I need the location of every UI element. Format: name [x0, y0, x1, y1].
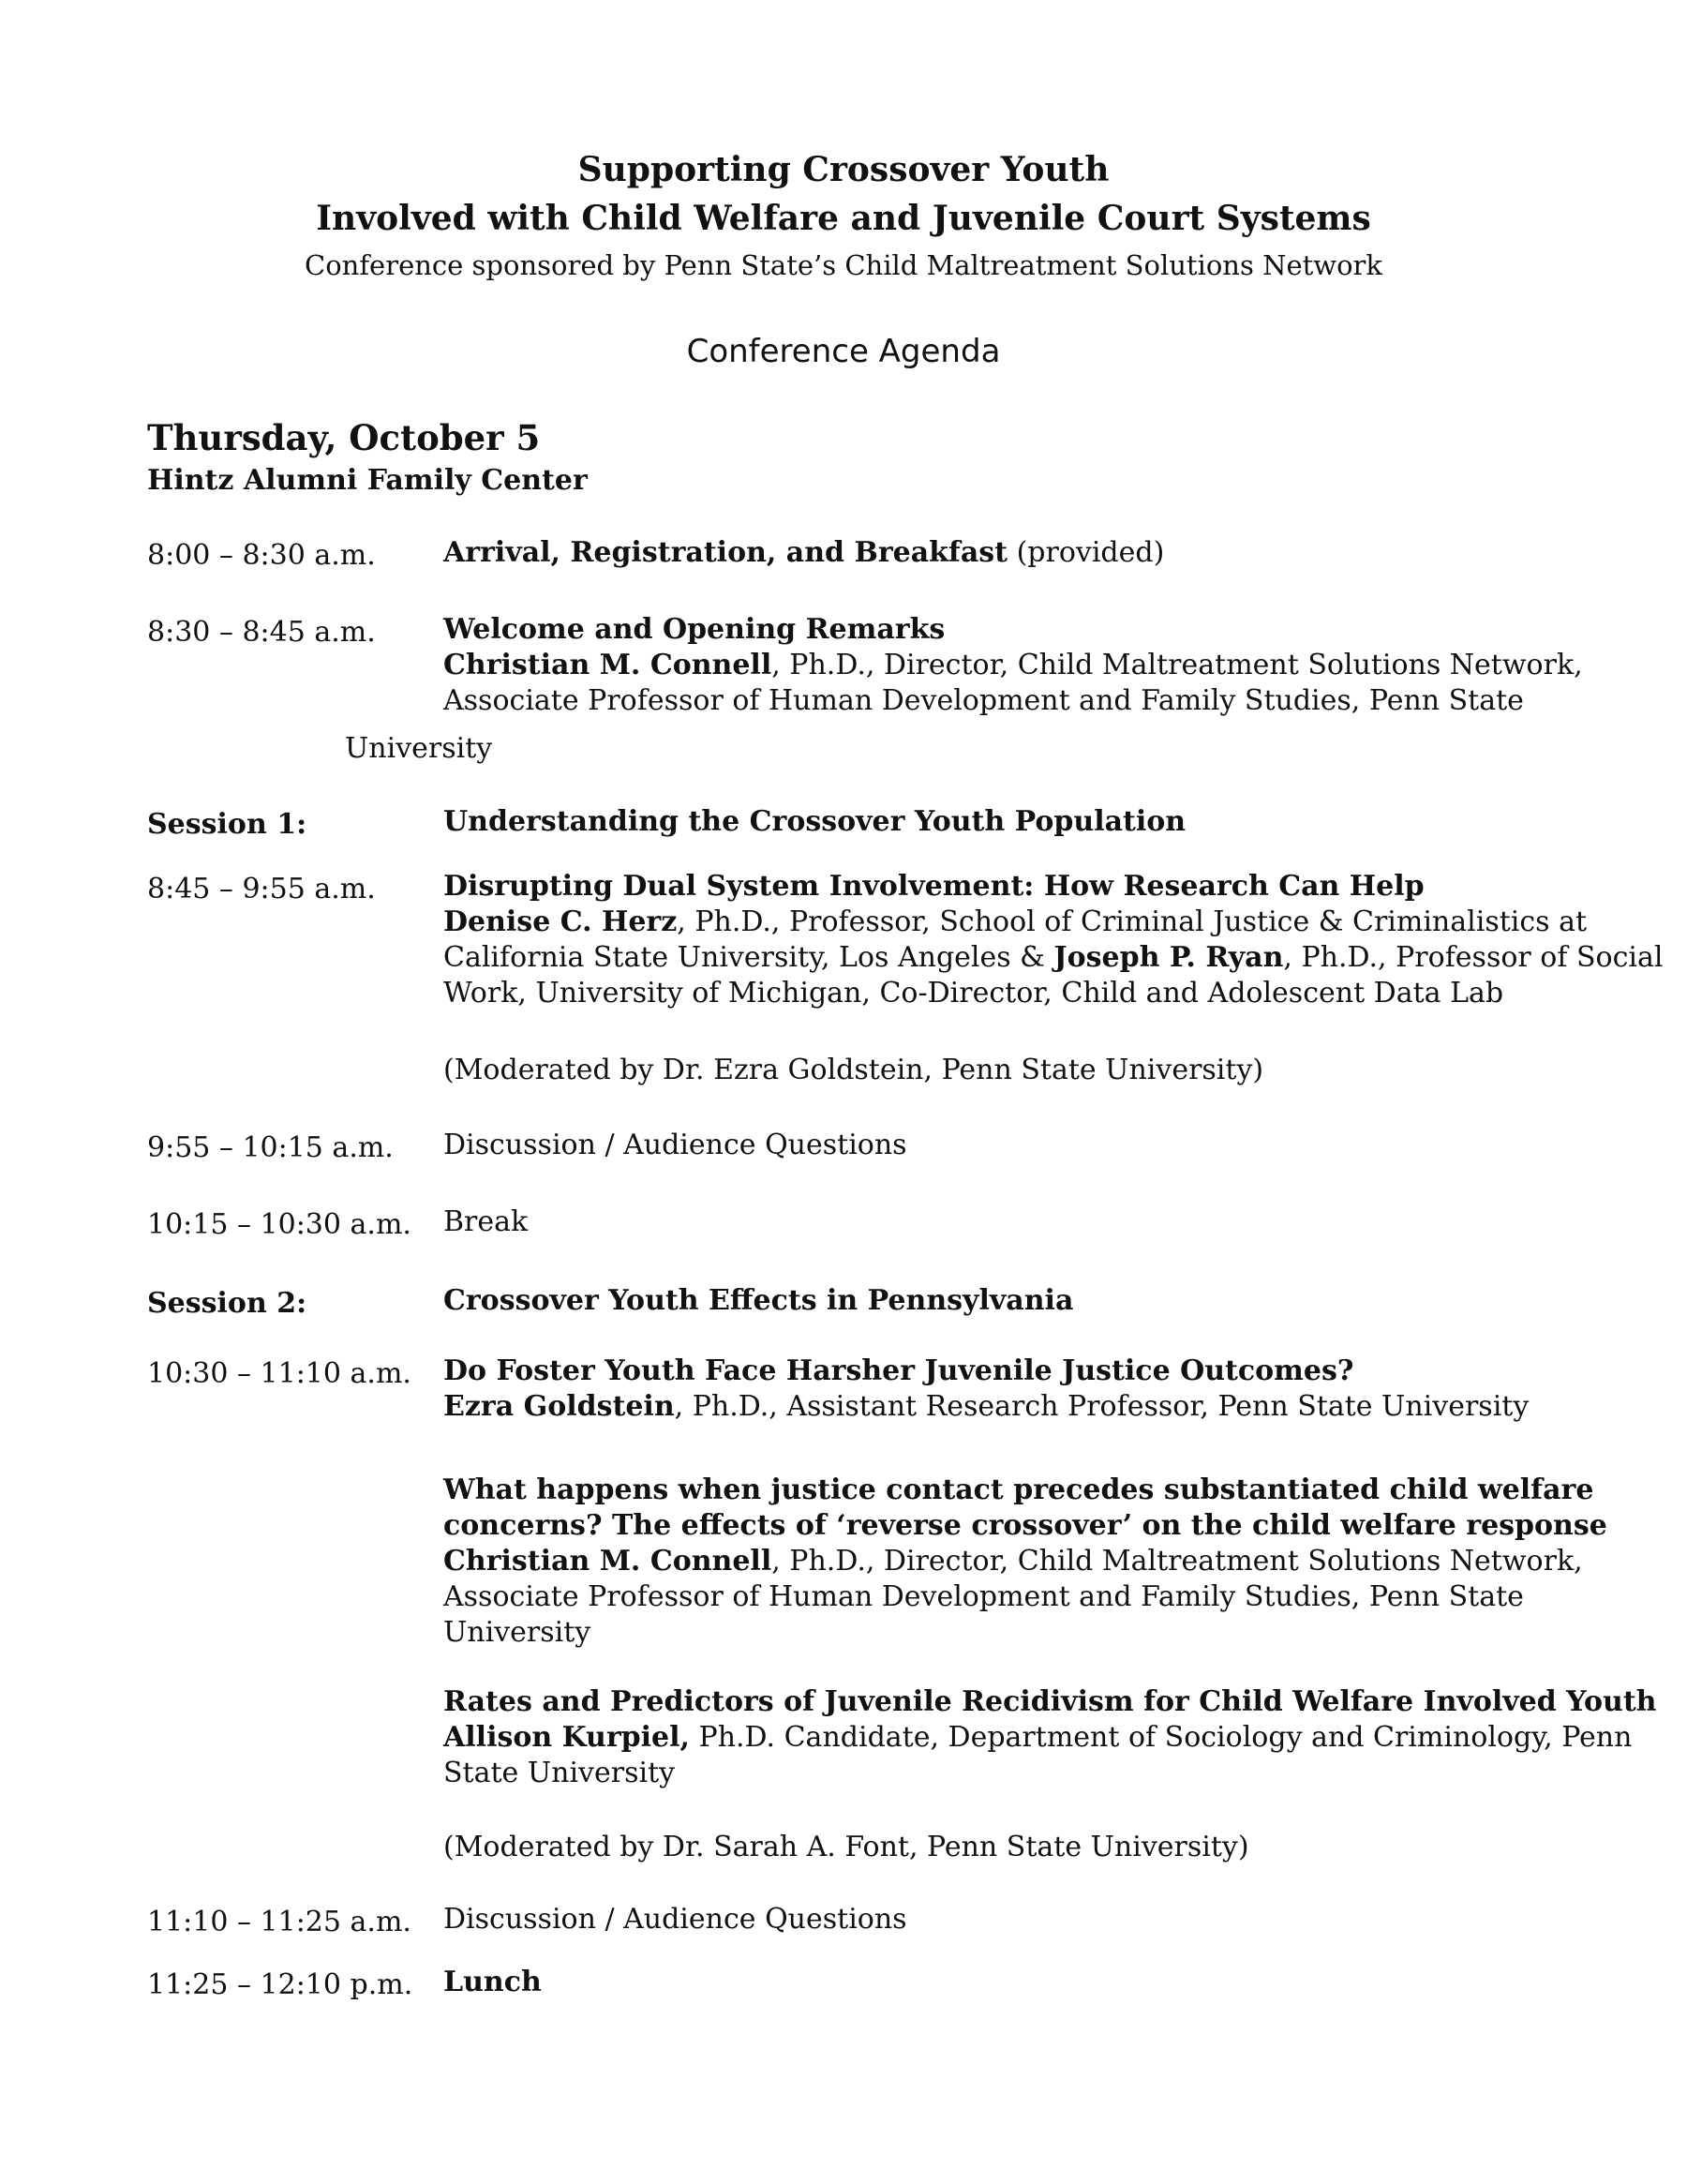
talk-1-speaker-2: Joseph P. Ryan: [1053, 941, 1284, 974]
arrival-time: 8:00 – 8:30 a.m.: [147, 539, 376, 572]
talk-1-item: [443, 869, 1663, 1011]
break-title: Break: [443, 1205, 529, 1238]
title-line-1: Supporting Crossover Youth: [577, 150, 1110, 189]
talk-4-speaker: Allison Kurpiel,: [443, 1721, 690, 1754]
talk-2-title: Do Foster Youth Face Harsher Juvenile Justice Outcomes?: [443, 1354, 1354, 1387]
talk-4-item: [443, 1684, 1656, 1791]
welcome-title: Welcome and Opening Remarks: [443, 613, 946, 646]
lunch-title: Lunch: [443, 1966, 542, 1998]
welcome-affiliation-line: Associate Professor of Human Development and Family Studies, Penn State: [443, 684, 1524, 717]
talk-1-speaker-1: Denise C. Herz: [443, 905, 678, 938]
session-1-title: Understanding the Crossover Youth Population: [443, 805, 1187, 838]
day-date: Thursday, October 5: [147, 417, 541, 458]
talk-1-speaker-1-affiliation: , Ph.D., Professor, School of Criminal Justice & Criminalistics at: [677, 905, 1588, 938]
session-1-label: Session 1:: [147, 808, 307, 841]
talk-3-item: [443, 1473, 1607, 1651]
agenda-heading: Conference Agenda: [686, 333, 1001, 370]
arrival-title: Arrival, Registration, and Breakfast: [443, 536, 1008, 569]
discussion-2-time: 11:10 – 11:25 a.m.: [147, 1906, 411, 1938]
talk-4-moderator: (Moderated by Dr. Sarah A. Font, Penn State University): [443, 1831, 1249, 1863]
talk-3-affiliation-line: Associate Professor of Human Development and Family Studies, Penn State: [443, 1580, 1524, 1613]
talk-1-title: Disrupting Dual System Involvement: How Research Can Help: [443, 870, 1425, 903]
talk-1-speaker-2-affiliation: , Ph.D., Professor of Social: [1283, 941, 1664, 974]
lunch-time: 11:25 – 12:10 p.m.: [147, 1968, 413, 2001]
talk-1-time: 8:45 – 9:55 a.m.: [147, 873, 376, 905]
talk-3-affiliation-end: University: [443, 1616, 591, 1649]
session-2-title: Crossover Youth Effects in Pennsylvania: [443, 1284, 1074, 1317]
arrival-item: [443, 535, 1164, 571]
arrival-note: (provided): [1008, 536, 1165, 569]
discussion-2-title: Discussion / Audience Questions: [443, 1903, 907, 1936]
talk-4-title: Rates and Predictors of Juvenile Recidivism for Child Welfare Involved Youth: [443, 1685, 1657, 1718]
talk-3-speaker-affiliation: , Ph.D., Director, Child Maltreatment Solutions Network,: [771, 1545, 1583, 1578]
talk-2-speaker-affiliation: , Ph.D., Assistant Research Professor, Penn State University: [674, 1390, 1530, 1423]
discussion-1-time: 9:55 – 10:15 a.m.: [147, 1131, 394, 1164]
talk-2-time: 10:30 – 11:10 a.m.: [147, 1357, 411, 1390]
talk-1-affiliation-end: Work, University of Michigan, Co-Director, Child and Adolescent Data Lab: [443, 977, 1504, 1010]
session-2-label: Session 2:: [147, 1287, 307, 1320]
talk-4-speaker-affiliation: Ph.D. Candidate, Department of Sociology and Criminology, Penn: [689, 1721, 1633, 1754]
talk-3-speaker: Christian M. Connell: [443, 1545, 772, 1578]
welcome-speaker-affiliation: , Ph.D., Director, Child Maltreatment Solutions Network,: [771, 649, 1583, 681]
welcome-affiliation-wrap: University: [345, 732, 493, 765]
sponsor-line: Conference sponsored by Penn State’s Child Maltreatment Solutions Network: [305, 249, 1382, 281]
talk-3-title-line-2: concerns? The effects of ‘reverse crossover’ on the child welfare response: [443, 1509, 1607, 1542]
welcome-item: [443, 612, 1583, 719]
break-time: 10:15 – 10:30 a.m.: [147, 1208, 411, 1241]
day-venue: Hintz Alumni Family Center: [147, 464, 588, 497]
talk-4-affiliation-end: State University: [443, 1757, 676, 1789]
talk-2-item: [443, 1354, 1529, 1425]
talk-1-moderator: (Moderated by Dr. Ezra Goldstein, Penn State University): [443, 1054, 1264, 1086]
welcome-time: 8:30 – 8:45 a.m.: [147, 616, 376, 649]
talk-1-affiliation-cont: California State University, Los Angeles &: [443, 941, 1054, 974]
talk-2-speaker: Ezra Goldstein: [443, 1390, 675, 1423]
welcome-speaker: Christian M. Connell: [443, 649, 772, 681]
talk-3-title-line-1: What happens when justice contact precedes substantiated child welfare: [443, 1473, 1594, 1506]
discussion-1-title: Discussion / Audience Questions: [443, 1129, 907, 1161]
title-line-2: Involved with Child Welfare and Juvenile Court Systems: [316, 199, 1371, 238]
